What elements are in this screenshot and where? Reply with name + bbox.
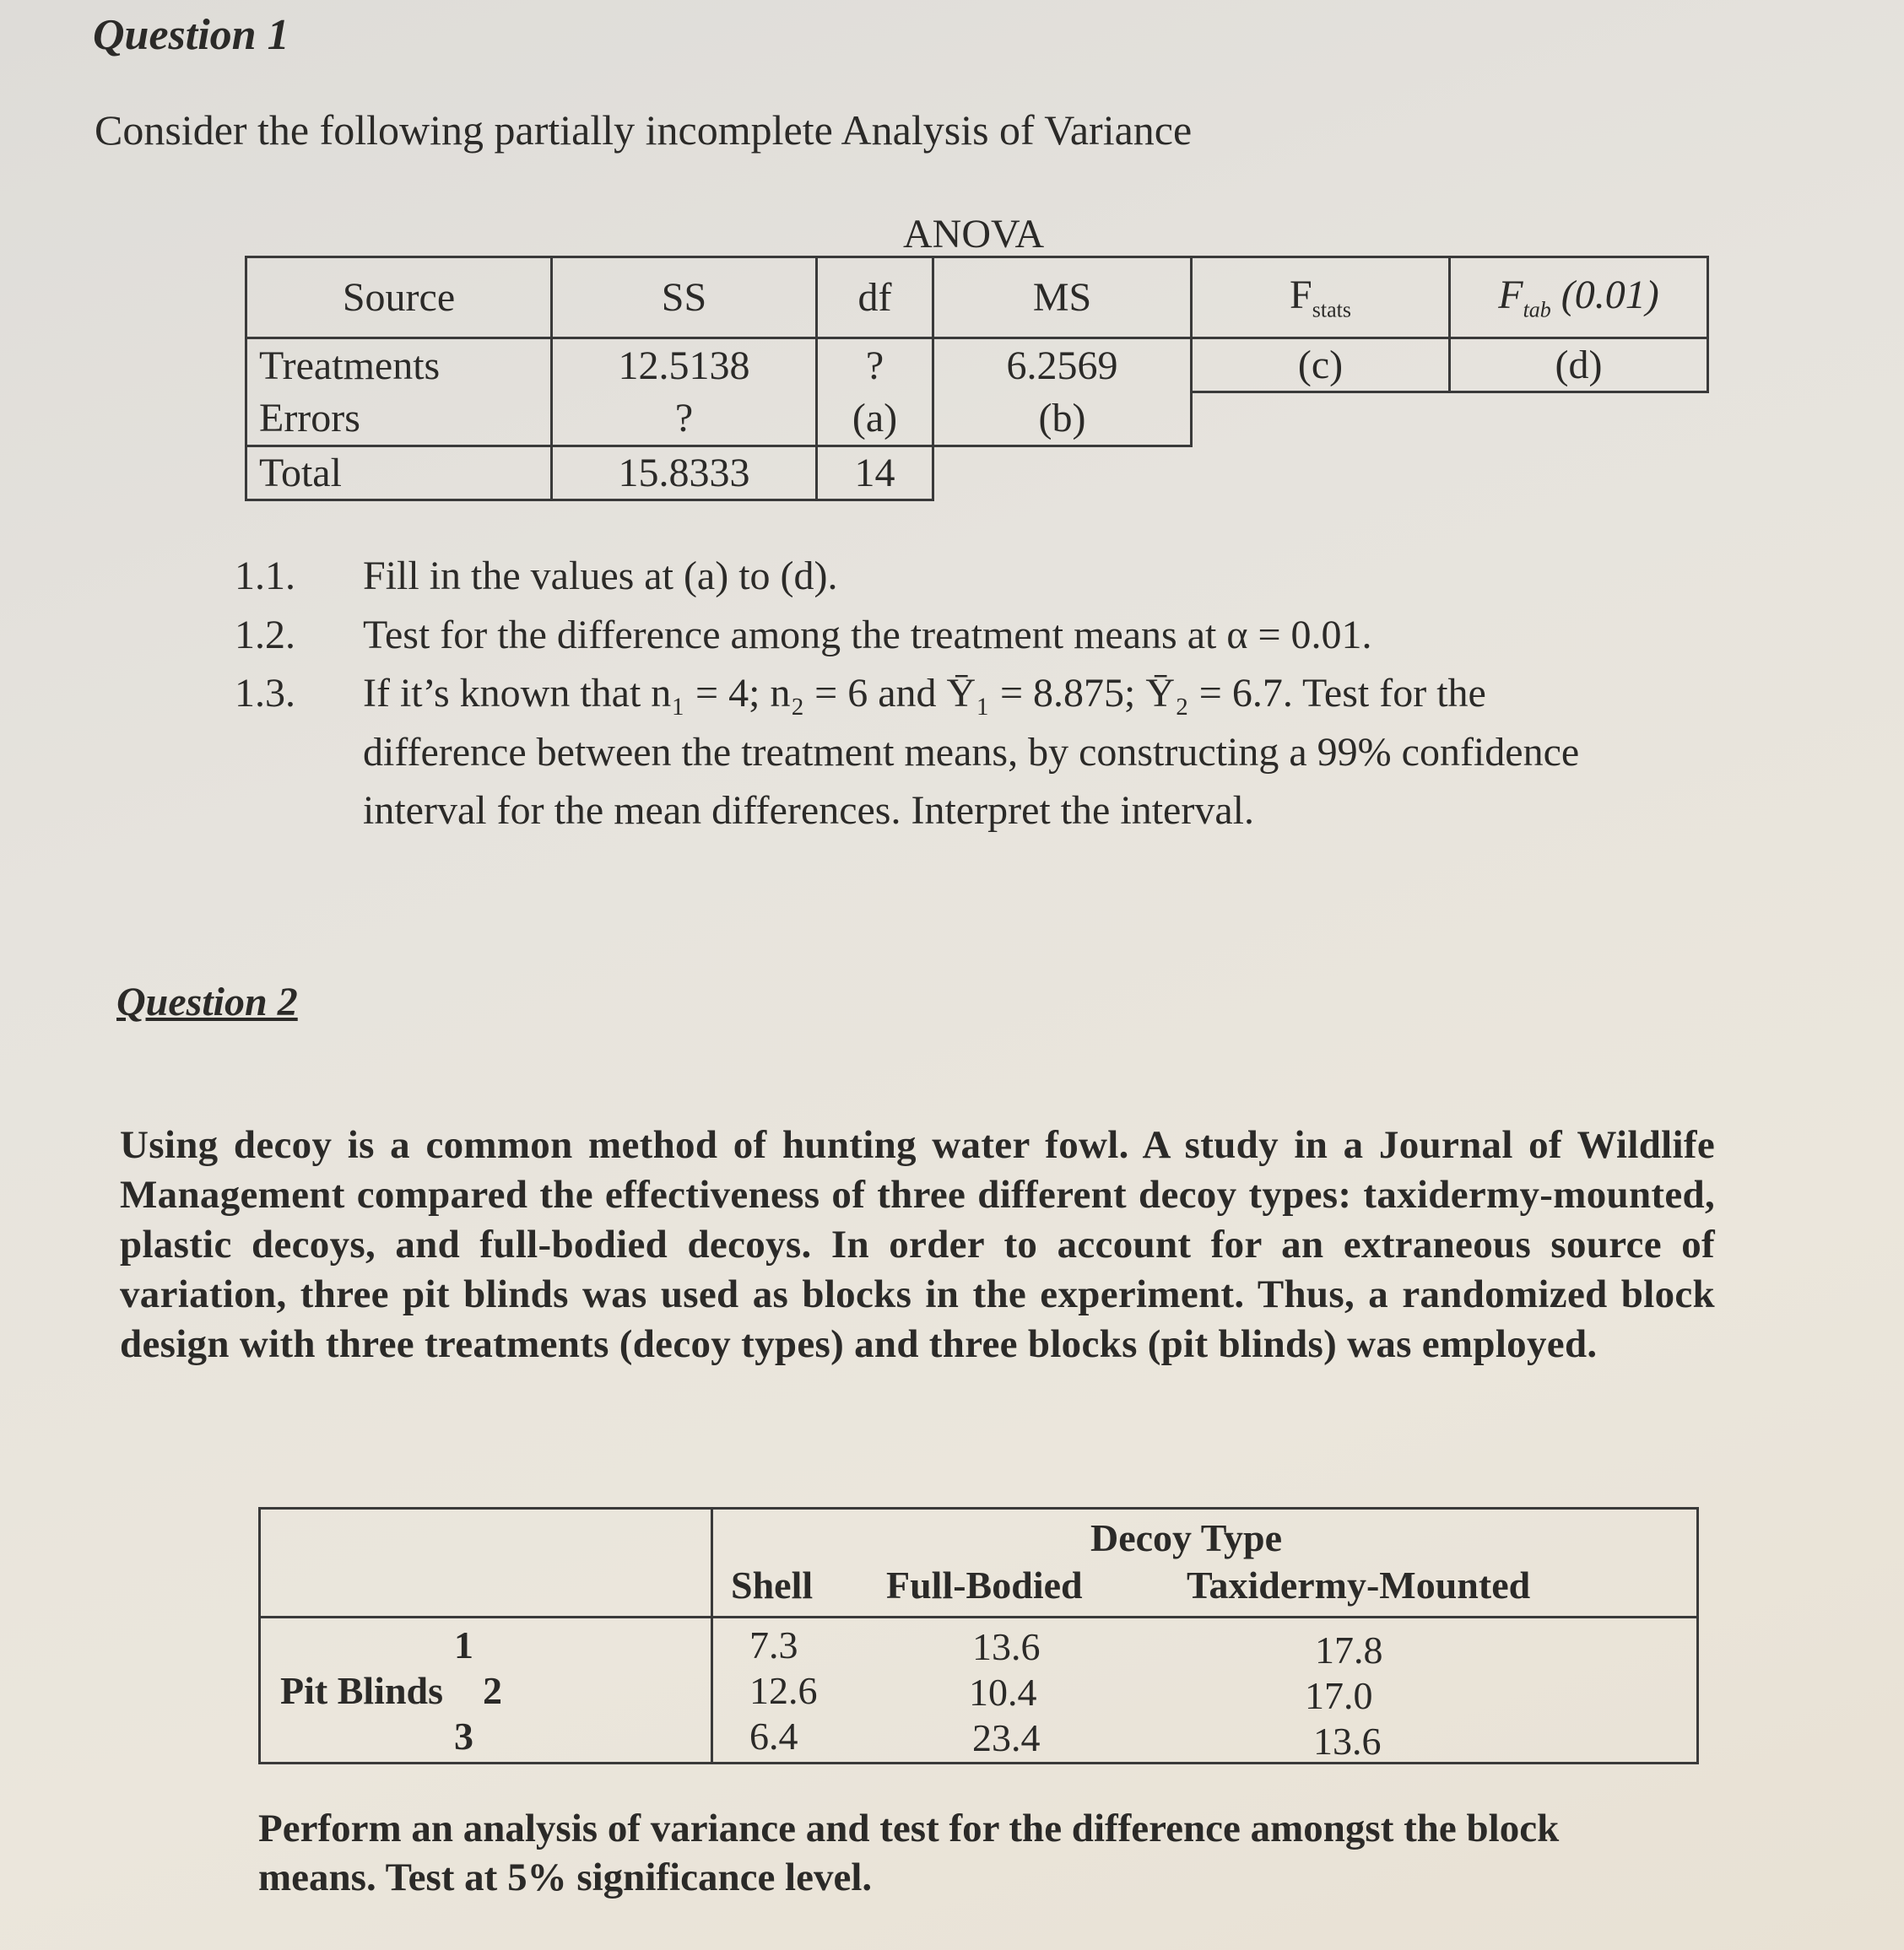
decoy-header-row bbox=[260, 1509, 1698, 1618]
anova-row-treatments bbox=[246, 338, 1708, 392]
item-text: Test for the difference among the treatment means at α = 0.01. bbox=[363, 612, 1372, 657]
value-shell-3: 6.4 bbox=[749, 1715, 798, 1758]
empty-cell bbox=[1450, 392, 1708, 446]
ftab-main: F bbox=[1498, 273, 1523, 318]
header-fstats bbox=[1192, 257, 1450, 338]
empty-cell bbox=[933, 446, 1192, 500]
value-taxidermy-2: 17.0 bbox=[1305, 1674, 1373, 1717]
value-full-bodied-1: 13.6 bbox=[972, 1625, 1041, 1668]
header-source: Source bbox=[246, 257, 552, 338]
cell-ss: ? bbox=[552, 392, 817, 446]
decoy-data-row bbox=[260, 1618, 1698, 1764]
empty-cell bbox=[1450, 446, 1708, 500]
question-1-title: Question 1 bbox=[93, 11, 289, 59]
question-2-title: Question 2 bbox=[116, 980, 298, 1024]
cell-ss: 12.5138 bbox=[552, 338, 817, 392]
block-number-2: 2 bbox=[483, 1669, 502, 1712]
list-item bbox=[235, 664, 1686, 840]
cell-df: 14 bbox=[817, 446, 933, 500]
anova-header-row bbox=[246, 257, 1708, 338]
pit-blinds-cell bbox=[260, 1618, 712, 1764]
decoy-table bbox=[258, 1507, 1699, 1764]
block-number-3: 3 bbox=[454, 1715, 473, 1758]
empty-corner-cell bbox=[260, 1509, 712, 1618]
decoy-type-header: Decoy Type bbox=[1090, 1516, 1282, 1559]
header-ss: SS bbox=[552, 257, 817, 338]
list-item bbox=[235, 547, 1686, 606]
decoy-header-cell bbox=[712, 1509, 1698, 1618]
list-item bbox=[235, 606, 1686, 665]
value-taxidermy-1: 17.8 bbox=[1315, 1629, 1383, 1672]
fstats-main: F bbox=[1290, 273, 1312, 318]
empty-cell bbox=[1192, 446, 1450, 500]
column-header-full-bodied: Full-Bodied bbox=[886, 1564, 1083, 1607]
cell-source: Treatments bbox=[246, 338, 552, 392]
value-taxidermy-3: 13.6 bbox=[1313, 1720, 1382, 1763]
cell-ss: 15.8333 bbox=[552, 446, 817, 500]
anova-caption: ANOVA bbox=[903, 212, 1045, 257]
cell-source: Total bbox=[246, 446, 552, 500]
value-shell-1: 7.3 bbox=[749, 1623, 798, 1666]
cell-ftab: (d) bbox=[1450, 338, 1708, 392]
item-number: 1.3. bbox=[235, 671, 295, 716]
pit-blinds-label: Pit Blinds bbox=[280, 1669, 444, 1712]
empty-cell bbox=[1192, 392, 1450, 446]
question-2-task: Perform an analysis of variance and test for the difference amongst the block means. Test at 5% significance level. bbox=[258, 1807, 1560, 1899]
header-ftab bbox=[1450, 257, 1708, 338]
item-number: 1.1. bbox=[235, 554, 295, 598]
cell-df: ? bbox=[817, 338, 933, 392]
fstats-sub: stats bbox=[1312, 297, 1351, 322]
item-number: 1.2. bbox=[235, 612, 295, 657]
cell-ms: (b) bbox=[933, 392, 1192, 446]
ftab-level: (0.01) bbox=[1561, 273, 1659, 318]
block-number-1: 1 bbox=[454, 1623, 473, 1666]
cell-df: (a) bbox=[817, 392, 933, 446]
cell-ms: 6.2569 bbox=[933, 338, 1192, 392]
header-df: df bbox=[817, 257, 933, 338]
value-shell-2: 12.6 bbox=[749, 1669, 818, 1712]
anova-row-total bbox=[246, 446, 1708, 500]
cell-source: Errors bbox=[246, 392, 552, 446]
anova-row-errors bbox=[246, 392, 1708, 446]
item-text: If it’s known that n₁ = 4; n₂ = 6 and Ȳ₁ = 8.875; Ȳ₂ = 6.7. Test for the difference between the treatment means, by constructing a 99% confidence interval for the mean differences. Interpret the interval. bbox=[363, 671, 1580, 834]
value-full-bodied-3: 23.4 bbox=[972, 1716, 1041, 1759]
value-full-bodied-2: 10.4 bbox=[969, 1671, 1037, 1714]
header-ms: MS bbox=[933, 257, 1192, 338]
question-1-intro: Consider the following partially incomplete Analysis of Variance bbox=[95, 106, 1193, 154]
column-header-shell: Shell bbox=[731, 1564, 814, 1607]
cell-fstats: (c) bbox=[1192, 338, 1450, 392]
question-1-items bbox=[235, 547, 1686, 840]
item-text: Fill in the values at (a) to (d). bbox=[363, 554, 838, 598]
column-header-taxidermy-mounted: Taxidermy-Mounted bbox=[1187, 1564, 1531, 1607]
question-2-paragraph: Using decoy is a common method of hunting water fowl. A study in a Journal of Wildlife Management compared the effectiveness of three different decoy types: taxidermy-mounted, plastic decoys, and full-bodied decoys. In order to account for an extraneous source of variation, three pit blinds was used as blocks in the experiment. Thus, a randomized block design with three treatments (decoy types) and three blocks (pit blinds) was employed. bbox=[120, 1123, 1715, 1366]
decoy-values-cell bbox=[712, 1618, 1698, 1764]
anova-table bbox=[245, 256, 1709, 501]
ftab-sub: tab bbox=[1523, 297, 1551, 322]
